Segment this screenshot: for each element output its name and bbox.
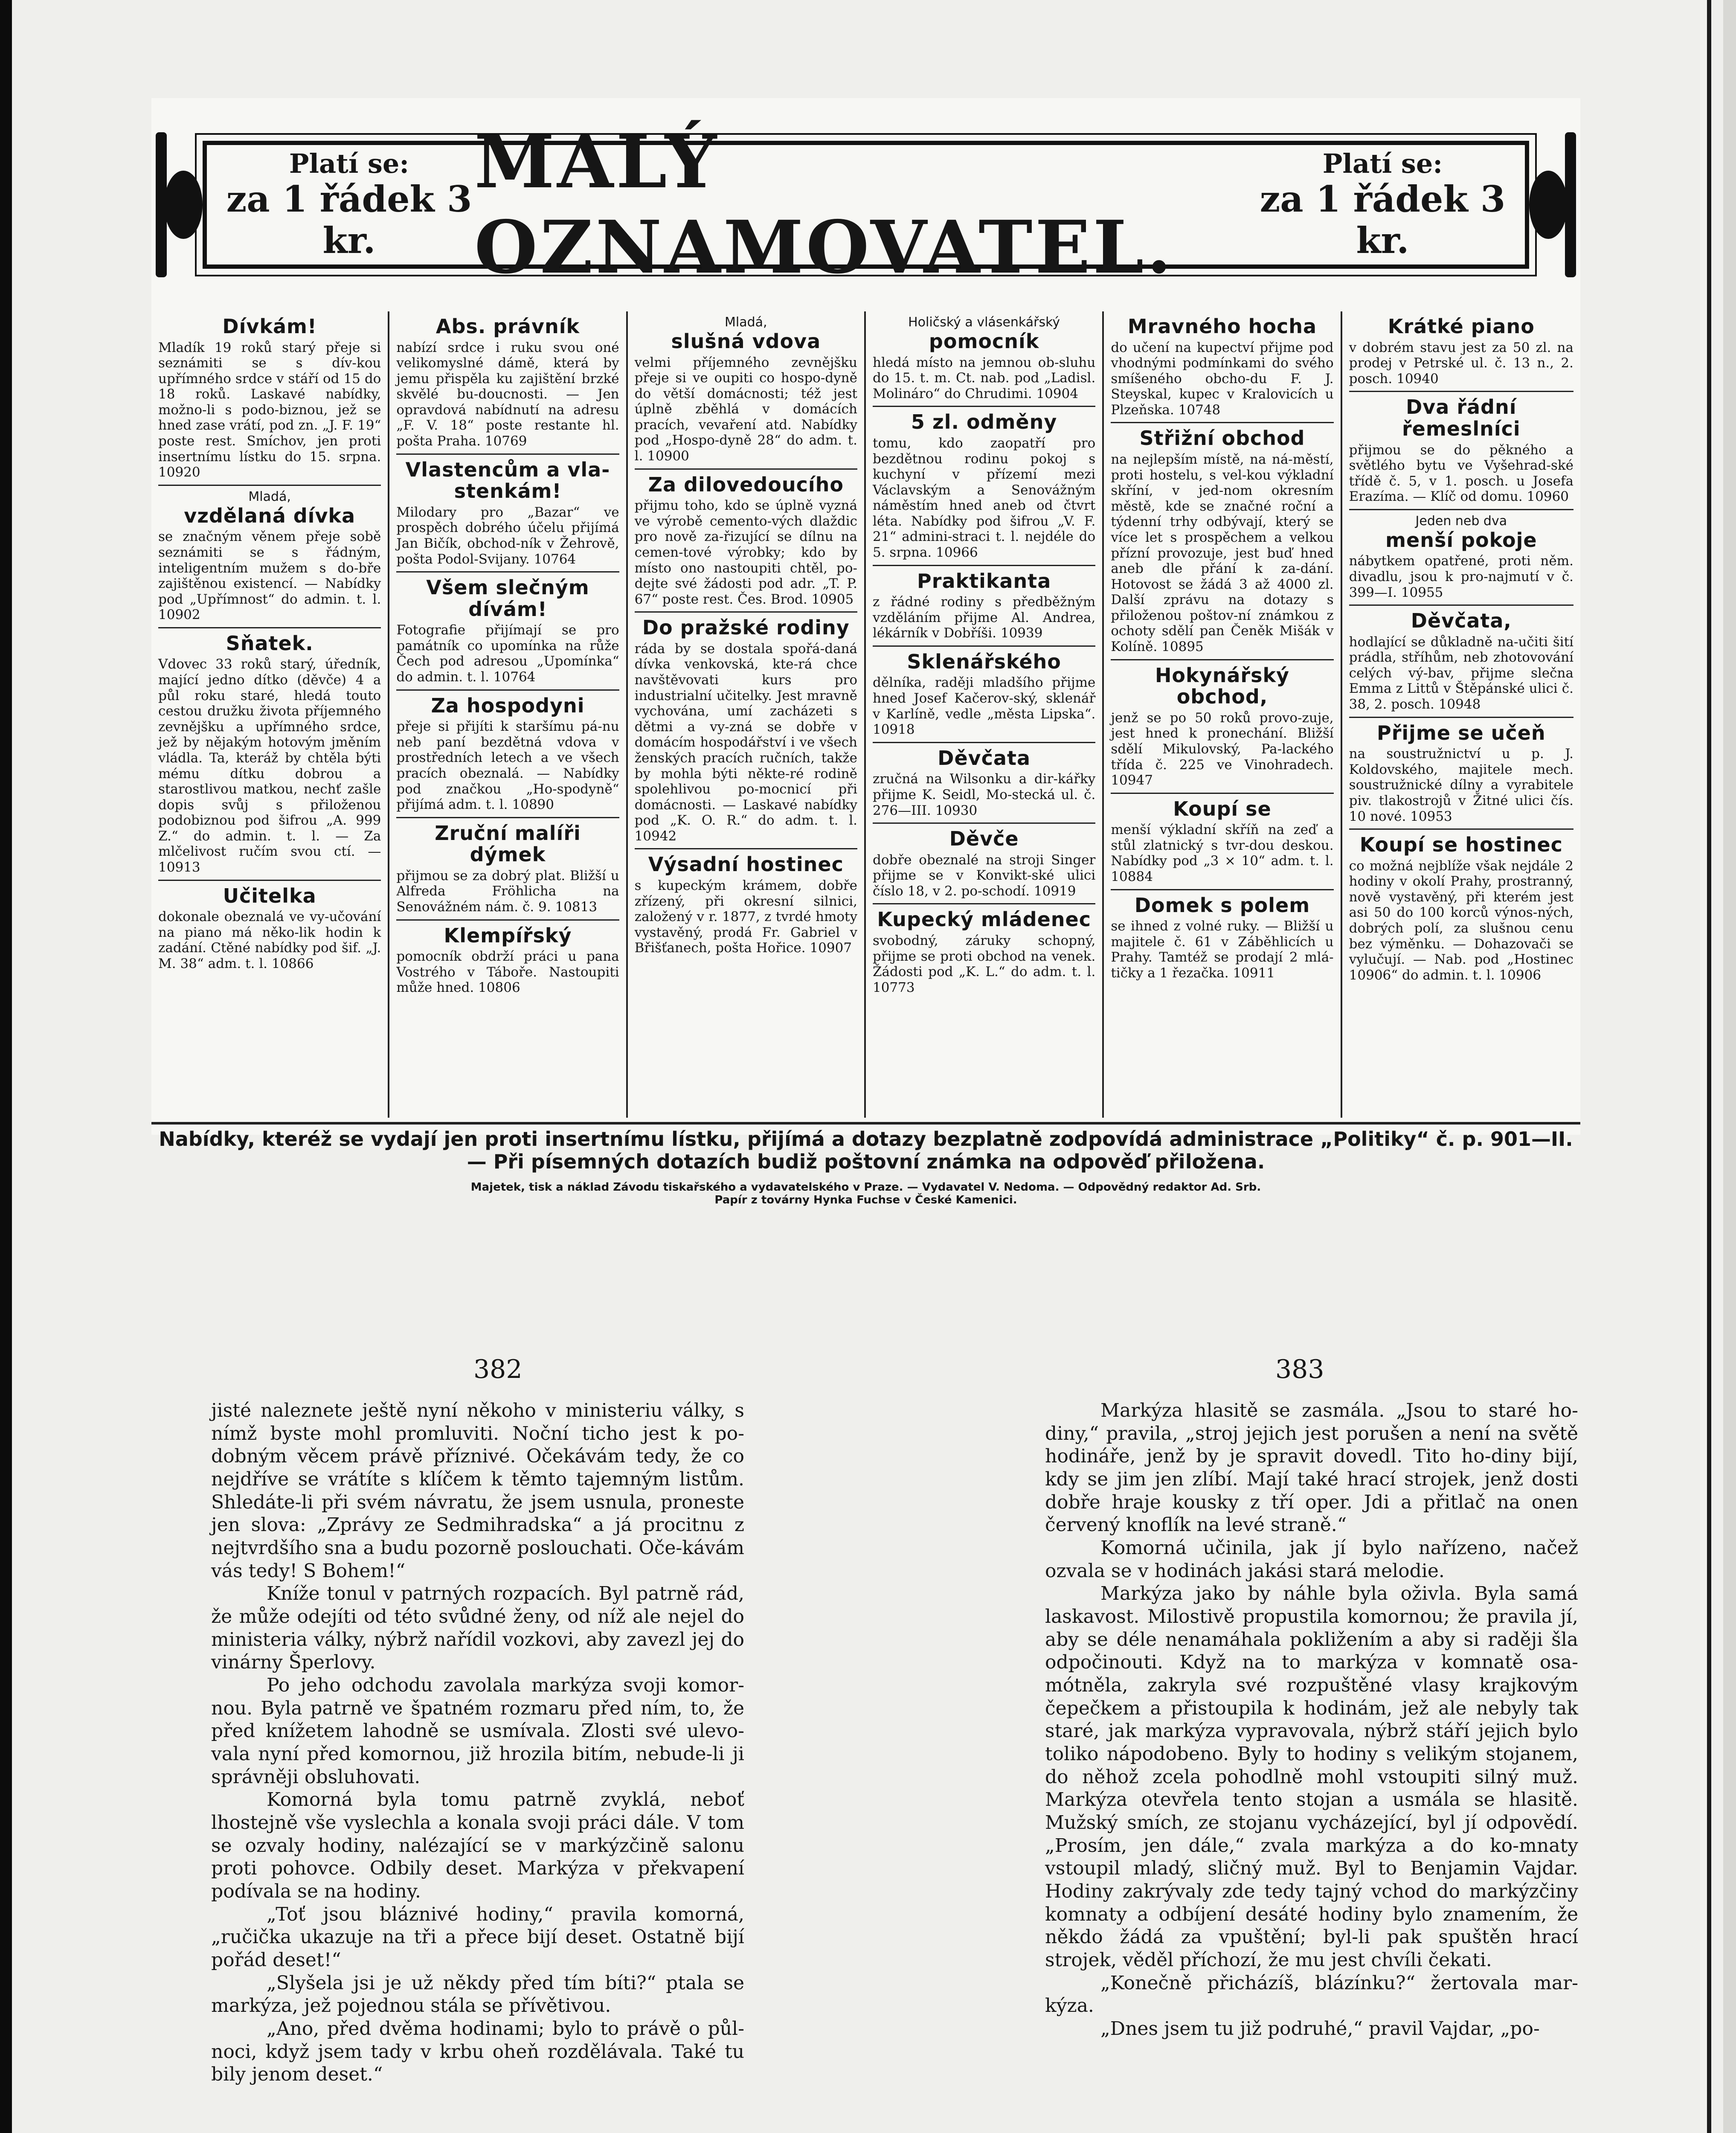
ad-body: přijmou se za dobrý plat. Bližší u Alfreda Fröhlicha na Senovážném nám. č. 9. 10813 (396, 868, 619, 915)
ad-body: přijmu toho, kdo se úplně vyzná ve výrobě cemento-vých dlaždic pro nově za-řizující se dílnu na cemen-tové výrobky; kdo by místo ono nastoupiti chtěl, po-dejte své žádosti pod adr. „T. P. 67“ poste rest. Čes. Brod. 10905 (634, 498, 857, 607)
price-left (224, 148, 474, 261)
ad-body: zručná na Wilsonku a dir-kářky přijme K. Seidl, Mo-stecká ul. č. 276—III. 10930 (872, 771, 1096, 818)
ad-heading: slušná vdova (671, 330, 821, 353)
classified-ad (396, 572, 619, 691)
ad-heading: Děvčata (938, 746, 1031, 770)
ad-body: hledá místo na jemnou ob-sluhu do 15. t. m. Ct. nab. pod „Ladisl. Molináro“ do Chrudimi. 10904 (872, 355, 1096, 401)
classified-ad (1349, 510, 1573, 606)
ad-body: se ihned z volné ruky. — Bližší u majitele č. 61 v Záběhlicích u Prahy. Tamtéž se prodají 2 mlá-tičky a 1 řezačka. 10911 (1111, 918, 1334, 981)
story-paragraph: Markýza jako by náhle byla oživla. Byla samá laskavost. Milostivě propustila komornou; že pravila jí, aby se déle nenamáhala pokližením a aby si raději šla odpočinouti. Když na to markýza v komnatě osa-mótněla, zakryla své rozpuštěné vlasy krajkovým čepečkem a přistoupila k hodinám, jež ale nebyly tak staré, jak markýza vypravovala, nýbrž stáří jejich bylo toliko nápodobeno. Byly to hodiny s velikým stojanem, do něhož zcela pohodlně mohl vstoupiti silný muž. Markýza otevřela tento stojan a usmála se hlasitě. Mužský smích, ze stojanu vycházející, byl jí odpovědí. „Prosím, jen dále,“ zvala markýza a do ko-mnaty vstoupil mladý, sličný muž. Byl to Benjamin Vajdar. Hodiny zakrývaly zde tedy tajný vchod do markýzčiny komnaty a odbíjení desáté hodiny bylo znamením, že někdo žádá za vpuštění; byl-li pak spuštěn hrací strojek, věděl příchozí, že mu jest chvíli čekati. (1045, 1583, 1578, 1971)
ad-heading: Koupí se hostinec (1359, 833, 1563, 857)
classified-ad (873, 647, 1095, 743)
story-paragraph: Komorná učinila, jak jí bylo nařízeno, načež ozvala se v hodinách jakási stará melodie. (1045, 1537, 1578, 1582)
ad-heading: Mravného hocha (1127, 315, 1317, 338)
classified-ad (396, 455, 619, 573)
ad-heading: Střižní obchod (1139, 427, 1305, 450)
story-paragraph: „Toť jsou bláznivé hodiny,“ pravila komorná, „ručička ukazuje na tři a přece bijí deset. Ostatně bijí pořád deset!“ (211, 1903, 744, 1971)
ad-heading: vzdělaná dívka (184, 504, 356, 527)
submission-notice: Nabídky, kteréž se vydají jen proti insertnímu lístku, přijímá a dotazy bezplatně zodpovídá administrace „Politiky“ č. p. 901—II. — Při písemných dotazích budiž poštovní známka na odpověď přiložena. (159, 1128, 1573, 1173)
ad-prefix: Mladá, (248, 489, 291, 504)
classified-ad (635, 470, 857, 613)
ad-body: ráda by se dostala spořá-daná dívka venkovská, kte-rá chce navštěvovati kurs pro industrialní učitelky. Jest mravně vychována, umí zacházeti s dětmi a vy-zná se dobře v domácím hospodářství i ve všech ženských pracích ručních, takže by mohla býti někte-ré rodině spolehlivou po-mocnicí při domácnosti. — Laskavé nabídky pod „K. O. R.“ do adm. t. l. 10942 (634, 641, 857, 844)
ad-heading: Kupecký mládenec (877, 908, 1091, 931)
price-right (1257, 148, 1508, 261)
classified-ad (1349, 311, 1573, 392)
classified-ad (873, 407, 1095, 566)
story-paragraph: Markýza hlasitě se zasmála. „Jsou to staré ho-diny,“ pravila, „stroj jejich jest porušen a není na světě hodináře, jenž by je spravit dovedl. Tito ho-diny bijí, kdy se jim jen zlíbí. Mají také hrací strojek, jenž dosti dobře hraje kousky z tří oper. Jdi a přitlač na onen červený knoflík na levé straně.“ (1045, 1400, 1578, 1536)
price-left-label: Platí se: (289, 148, 409, 179)
scan-edge-right (1707, 0, 1711, 2133)
ad-column (1342, 311, 1580, 1118)
novel-page-left (211, 1399, 744, 2086)
ad-heading: Dva řádní řemeslníci (1402, 395, 1521, 440)
novel-page-right (1045, 1399, 1578, 2040)
story-paragraph: „Ano, před dvěma hodinami; bylo to právě o půl-noci, když jsem tady v krbu oheň rozdělávala. Také tu bily jenom deset.“ (211, 2018, 744, 2086)
ad-heading: Zruční malíři dýmek (435, 821, 581, 866)
ad-column (1104, 311, 1342, 1118)
ad-body: přeje si přijíti k staršímu pá-nu neb paní bezdětná vdova v prostředních letech a ve všech pracích obeznalá. — Nabídky pod značkou „Ho-spodyně“ přijímá adm. t. l. 10890 (396, 719, 619, 813)
page-number-left: 382 (473, 1354, 523, 1384)
ad-heading: Za hospodyni (431, 694, 585, 717)
left-flourish-ornament (151, 119, 203, 290)
story-paragraph: Po jeho odchodu zavolala markýza svoji komor-nou. Byla patrně ve špatném rozmaru před ním, to, že před knížetem lahodně se usmívala. Zlosti své ulevo-vala nyní před komornou, již hrozila bitím, nebude-li ji správněji obsluhovati. (211, 1674, 744, 1788)
ad-heading: Vlastencům a vla-stenkám! (405, 458, 610, 503)
ad-heading: 5 zl. odměny (911, 410, 1057, 434)
ad-heading: Klempířský (444, 924, 572, 947)
ad-heading: Abs. právník (435, 315, 580, 338)
footer-notice (151, 1122, 1580, 1206)
story-paragraph: Komorná byla tomu patrně zvyklá, neboť lhostejně vše vyslechla a konala svoji práci dále. V tom se ozvaly hodiny, nalézající se v markýzčině salonu proti pohovce. Odbily deset. Markýza v překvapení podívala se na hodiny. (211, 1789, 744, 1903)
classified-ad (1349, 830, 1573, 987)
ad-heading: menší pokoje (1385, 528, 1537, 552)
classified-ad (1349, 718, 1573, 830)
classified-ad (873, 824, 1095, 904)
classified-ad (635, 613, 857, 849)
classified-ad (158, 311, 381, 486)
classified-ads-clipping (151, 98, 1580, 1206)
classified-ad (873, 311, 1095, 407)
ad-body: tomu, kdo zaopatří pro bezdětnou rodinu pokoj s kuchyní v přízemí mezi Václavským a Senovážným náměstím hned aneb od čtvrt léta. Nabídky pod šifrou „V. F. 21“ admini-straci t. l. nejdéle do 5. srpna. 10966 (872, 435, 1096, 560)
ad-heading: Hokynářský obchod, (1155, 663, 1290, 709)
ad-heading: Všem slečným dívám! (426, 576, 589, 621)
ad-body: na soustružnictví u p. J. Koldovského, majitele mech. soustružnické dílny a vyrabitele piv. tlakostrojů v Žitné ulici čís. 10 nové. 10953 (1349, 746, 1573, 824)
story-paragraph: „Slyšela jsi je už někdy před tím bíti?“ ptala se markýza, jež pojednou stála se přívětivou. (211, 1972, 744, 2017)
ad-body: Milodary pro „Bazar“ ve prospěch dobrého účelu přijímá Jan Bičík, obchod-ník v Žehrově, pošta Podol-Svijany. 10764 (396, 504, 619, 567)
ad-body: z řádné rodiny s předběžným vzděláním přijme Al. Andrea, lékárník v Dobříši. 10939 (872, 594, 1096, 641)
ad-heading: Děvčata, (1411, 609, 1512, 633)
story-paragraph: „Konečně přicházíš, blázínku?“ žertovala mar-kýza. (1045, 1972, 1578, 2017)
ad-body: jenž se po 50 roků provo-zuje, jest hned k pronechání. Bližší sdělí Mikulovský, Pa-lackého třída č. 225 ve Vinohradech. 10947 (1111, 710, 1334, 788)
masthead-frame (203, 119, 1529, 290)
classified-ad (1111, 423, 1333, 660)
classified-ad (158, 628, 381, 881)
ad-body: nábytkem opatřené, proti něm. divadlu, jsou k pro-najmutí v č. 399—I. 10955 (1349, 553, 1573, 600)
paper-supplier-note: Papír z továrny Hynka Fuchse v České Kamenici. (714, 1193, 1017, 1206)
scan-edge-left (0, 0, 12, 2133)
classified-ad (1111, 794, 1333, 890)
classified-ad (873, 904, 1095, 1000)
ad-heading: Výsadní hostinec (648, 853, 844, 876)
ad-prefix: Mladá, (725, 315, 767, 330)
ad-body: dobře obeznalé na stroji Singer přijme se v Konvikt-ské ulici číslo 18, v 2. po-schodí. 10919 (872, 852, 1096, 899)
ad-heading: Přijme se učeň (1377, 721, 1546, 744)
classified-ad (158, 486, 381, 628)
ad-body: svobodný, záruky schopný, přijme se proti obchod na venek. Žádosti pod „K. L.“ do adm. t. l. 10773 (872, 933, 1096, 995)
ad-body: na nejlepším místě, na ná-městí, proti hostelu, s vel-kou výkladní skříní, v jed-nom okresním městě, kde se značné roční a týdenní trhy odbývají, který se více let s prospěchem a velkou přízní provozuje, jest buď hned aneb dle přání k za-dání. Hotovost se žádá 3 až 4000 zl. Další zprávu na dotazy s přiloženou poštov-ní známkou z ochoty sdělí pan Čeněk Mišák v Kolíně. 10895 (1111, 452, 1334, 655)
scan-edge-margin (1723, 0, 1736, 2133)
ad-body: menší výkladní skříň na zeď a stůl zlatnický s tvr-dou deskou. Nabídky pod „3 × 10“ adm. t. l. 10884 (1111, 822, 1334, 884)
classified-ad (635, 849, 857, 960)
ad-body: Mladík 19 roků starý přeje si seznámiti se s dív-kou upřímného srdce v stáří od 15 do 18 roků. Laskavé nabídky, možno-li s podo-biznou, jež se hned zase vrátí, pod zn. „J. F. 19“ poste rest. Smíchov, jen proti insertnímu lístku do 15. srpna. 10920 (158, 340, 381, 480)
ad-heading: Koupí se (1173, 797, 1272, 820)
price-right-rate: za 1 řádek 3 kr. (1260, 178, 1506, 262)
ad-column (389, 311, 627, 1118)
classified-ad (396, 921, 619, 1000)
ad-body: velmi příjemného zevnějšku přeje si ve oupiti co hospo-dyně do větší domácnosti; též jest úplně zběhlá v domácích pracích, vevaření atd. Nabídky pod „Hospo-dyně 28“ do adm. t. l. 10900 (634, 355, 857, 464)
classified-ad (1111, 660, 1333, 794)
ad-prefix: Holičský a vlásenkářský (908, 315, 1060, 330)
classified-ad (873, 566, 1095, 647)
ad-heading: Dívkám! (222, 315, 317, 338)
ad-heading: Za dilovedoucího (648, 473, 844, 496)
ad-body: přijmou se do pěkného a světlého bytu ve Vyšehrad-ské třídě č. 5, v 1. posch. u Josefa Erazíma. — Klíč od domu. 10960 (1349, 442, 1573, 505)
masthead-banner (151, 119, 1580, 290)
ad-body: v dobrém stavu jest za 50 zl. na prodej v Petrské ul. č. 13 n., 2. posch. 10940 (1349, 340, 1573, 386)
ad-heading: Krátké piano (1388, 315, 1535, 338)
ad-heading: pomocník (929, 330, 1039, 353)
classified-ad (396, 311, 619, 455)
price-right-label: Platí se: (1322, 148, 1443, 179)
story-paragraph: „Dnes jsem tu již podruhé,“ pravil Vajdar, „po- (1100, 2018, 1540, 2040)
classified-ad (158, 881, 381, 976)
story-paragraph: Kníže tonul v patrných rozpacích. Byl patrně rád, že může odejíti od této svůdné ženy, od níž ale nejel do ministeria války, nýbrž nařídil vozkovi, aby zavezl jej do vinárny Šperlovy. (211, 1583, 744, 1674)
classified-ad (1111, 890, 1333, 985)
ad-body: dělníka, raději mladšího přijme hned Josef Kačerov-ský, sklenář v Karlíně, vedle „města Lipska“. 10918 (872, 675, 1096, 738)
price-left-rate: za 1 řádek 3 kr. (226, 178, 472, 262)
ad-column (866, 311, 1104, 1118)
ad-columns (151, 311, 1580, 1118)
masthead-title: MALÝ OZNAMOVATEL. (474, 119, 1174, 290)
ad-body: se značným věnem přeje sobě seznámiti se s řádným, inteligentním mužem s do-bře zajištěnou existencí. — Nabídky pod „Upřímnost“ do admin. t. l. 10902 (158, 529, 381, 623)
ad-body: Fotografie přijímají se pro památník co upomínka na růže Čech pod adresou „Upomínka“ do admin. t. l. 10764 (396, 622, 619, 685)
publisher-imprint: Majetek, tisk a náklad Závodu tiskařského a vydavatelského v Praze. — Vydavatel V. Nedoma. — Odpovědný redaktor Ad. Srb. (470, 1180, 1261, 1194)
ad-body: nabízí srdce i ruku svou oné velikomyslné dámě, která by jemu přispěla ku zajištění brzké skvělé bu-doucnosti. — Jen opravdová nabídnutí na adresu „F. V. 18“ poste restante hl. pošta Praha. 10769 (396, 340, 619, 449)
classified-ad (873, 743, 1095, 824)
ad-heading: Sňatek. (226, 631, 314, 655)
classified-ad (1111, 311, 1333, 423)
classified-ad (635, 311, 857, 470)
ad-body: Vdovec 33 roků starý, úředník, mající jedno dítko (děvče) 4 a půl roku staré, hledá touto cestou družku života příjemného zevnějšku a upřímného srdce, jež by nějakým hotovým jměním vládla. Ta, kteráž by chtěla býti mému dítku dobrou a starostlivou matkou, nechť zašle dopis svůj s přiloženou podobiznou pod šifrou „A. 999 Z.“ do admin. t. l. — Za mlčelivost ručím svou ctí. — 10913 (158, 657, 381, 875)
ad-body: co možná nejblíže však nejdále 2 hodiny v okolí Prahy, prostranný, nově vystavěný, při kterém jest asi 50 do 100 korců výnos-ných, dobrých polí, za slušnou cenu bez výměnku. — Dohazovači se vylučují. — Nab. pod „Hostinec 10906“ do admin. t. l. 10906 (1349, 858, 1573, 983)
classified-ad (396, 691, 619, 818)
ad-heading: Děvče (949, 827, 1019, 851)
page-number-right: 383 (1275, 1354, 1324, 1384)
ad-heading: Sklenářského (907, 650, 1061, 673)
ad-heading: Učitelka (223, 884, 316, 907)
ad-body: s kupeckým krámem, dobře zřízený, při okresní silnici, založený v r. 1877, z tvrdé hmoty vystavěný, prodá Fr. Gabriel v Břišťanech, pošta Hořice. 10907 (634, 878, 857, 956)
story-paragraph: jisté naleznete ještě nyní někoho v ministeriu války, s nímž byste mohl promluviti. Noční ticho jest k po-dobným věcem právě příznivé. Očekávám tedy, že co nejdříve se vrátíte s klíčem k těmto tajemným listům. Shledáte-li při svém návratu, že jsem usnula, proneste jen slova: „Zprávy ze Sedmihradska“ a já procitnu z nejtvrdšího sna a budu pozorně poslouchati. Oče-kávám vás tedy! S Bohem!“ (211, 1400, 744, 1582)
ad-body: do učení na kupectví přijme pod vhodnými podmínkami do svého smíšeného obcho-du F. J. Steyskal, kupec v Kralovicích u Plzeňska. 10748 (1111, 340, 1334, 418)
ad-body: pomocník obdrží práci u pana Vostrého v Táboře. Nastoupiti může hned. 10806 (396, 949, 619, 996)
classified-ad (396, 818, 619, 921)
ad-prefix: Jeden neb dva (1415, 513, 1507, 529)
right-flourish-ornament (1529, 119, 1580, 290)
ad-column (151, 311, 389, 1118)
classified-ad (1349, 392, 1573, 510)
classified-ad (1349, 606, 1573, 718)
ad-body: hodlající se důkladně na-učiti šití prádla, stříhům, neb zhotovování celých vý-bav, přijme slečna Emma z Littů v Štěpánské ulici č. 38, 2. posch. 10948 (1349, 634, 1573, 712)
ad-body: dokonale obeznalá ve vy-učování na piano má něko-lik hodin k zadání. Ctěné nabídky pod šif. „J. M. 38“ adm. t. l. 10866 (158, 909, 381, 971)
ad-heading: Domek s polem (1134, 893, 1310, 917)
ad-heading: Praktikanta (917, 569, 1051, 593)
ad-column (628, 311, 866, 1118)
ad-heading: Do pražské rodiny (642, 616, 850, 639)
